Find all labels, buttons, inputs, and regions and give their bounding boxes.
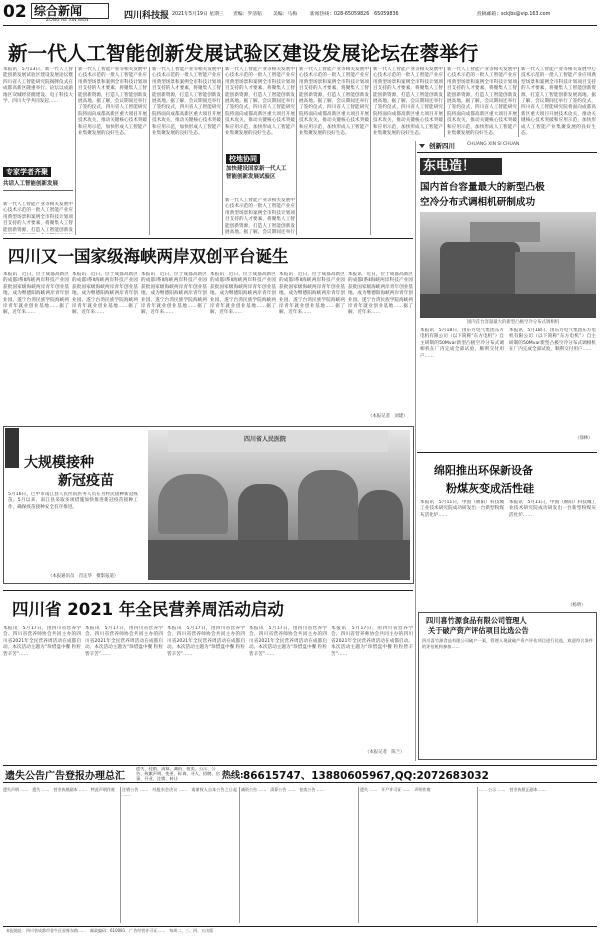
vaccine-tab [5,428,19,468]
creative-section-title: 创新四川 [429,142,455,150]
vaccine-body: 5月16日，巴中市南江县人民医院医务人员在为村民接种新冠疫苗。5月以来，南江县采取多项措施加快推进新冠疫苗接种工作，确保疫苗接种安全有序推进。 [8,492,138,510]
east-power-subhead-1: 国内首台容量最大的新型凸极 [420,182,545,193]
mianyang-credit: （杨明） [568,603,586,608]
east-power-photo [420,212,596,318]
east-power-body-1: 本报讯 5月18日，由东方电气集团东方电机有限公司（以下简称“东方电机”）自主研制的50Mvar新型凸极空冷分布式调相机在厂内完成全部试验，顺利交付用户…… [420,328,504,359]
legal-notice-title-2: 关于破产资产评估项目比选公告 [428,626,529,635]
nutrition-col2: 本报讯 5月17日，由四川省营养学会、四川省营养师协会共同主办的四川省2021年全民营养周活动在成都启动。本次活动主题为“珍惜盘中餐 粒粒皆辛苦”…… [85,626,163,657]
classifieds-col4: 遗失 …… 开户许可证 …… 声明作废 [360,787,431,792]
east-power-credit: （徐林） [575,436,593,441]
lead-body-col5: 新一代人工智能产业等相关发展中心技术示范的一批人工智能产业应用典型场景和案例全市科技计划项目支持的人才要素，将聚集人工智能创新资源，打造人工智能创新发展高地。据了解，会议期间还举行了签约仪式，四川省人工智能研究院将面向成都高新区重大项目开展技术攻关，推动关键核心技术突破和应用示范，加快形成人工智能产业集聚发展的良好生态。 [299,67,369,137]
nutrition-col1: 本报讯 5月17日，由四川省营养学会、四川省营养师协会共同主办的四川省2021年全民营养周活动在成都启动。本次活动主题为“珍惜盘中餐 粒粒皆辛苦”…… [3,626,81,657]
lead-body-col7: 新一代人工智能产业等相关发展中心技术示范的一批人工智能产业应用典型场景和案例全市科技计划项目支持的人才要素，将聚集人工智能创新资源，打造人工智能创新发展高地。据了解，会议期间还举行了签约仪式，四川省人工智能研究院将面向成都高新区重大项目开展技术攻关，推动关键核心技术突破和应用示范，加快形成人工智能产业集聚发展的良好生态。 [447,67,517,137]
ad-bar-hotline: 86615747、13880605967,QQ:2072683032 [243,770,489,782]
east-power-photo-caption: 国内首台容量最大的新型凸极空冷分布式调相机 [466,320,560,325]
lead-body-col8: 新一代人工智能产业等相关发展中心技术示范的一批人工智能产业应用典型场景和案例全市科技计划项目支持的人才要素，将聚集人工智能创新资源，打造人工智能创新发展高地。据了解，会议期间还举行了签约仪式，四川省人工智能研究院将面向成都高新区重大项目开展技术攻关，推动关键核心技术突破和应用示范，加快形成人工智能产业集聚发展的良好生态。 [521,67,596,137]
story2-headline: 四川又一国家级海峡两岸双创平台诞生 [8,247,289,266]
nutrition-credit: （本报记者 陈兰） [365,750,405,755]
vaccine-photo-caption: 四川省人民医院 [244,436,287,443]
story2-col3: 本报讯 近日，位于成都高新区的成都Ⅰ系Ⅱ海峡两岸科技产业园获批国家级海峡两岸青年创业基地。成为继德阳海峡两岸青年创业园、遂宁台湾民族学院海峡两岸青年就业创业基地……据了解，近年来…… [141,272,207,316]
footer: 本报地址：四川省成都市金牛区星辉东路…… 邮政编码：610081 广告经营许可证…… 每周二、三、四、五出版 [6,928,214,933]
section-title-en: ZONG HE XIN WEN [46,18,89,23]
vaccine-credit: （本报通讯员 肖定华 摄影报道） [48,574,119,579]
expert-subhead: 共话人工智能创新发展 [3,181,59,187]
editor: 责编：罗清韬 [233,12,262,17]
page-number: 02 [3,2,27,22]
mianyang-body-1: 本报讯 5月11日，中国（绵阳）科技城工业技术研究院成功研发出一台新型粉煤灰活化炉…… [420,500,504,518]
classifieds-col3: 减资公告 …… 清算公告 …… 拍卖公告 …… [241,787,325,792]
school-subhead-2: 智能创新发展试验区 [226,174,276,180]
school-subhead-1: 加快建设国家新一代人工 [226,166,287,172]
paper-logo: 四川科技报 [124,11,170,21]
nutrition-col4: 本报讯 5月17日，由四川省营养学会、四川省营养师协会共同主办的四川省2021年全民营养周活动在成都启动。本次活动主题为“珍惜盘中餐 粒粒皆辛苦”…… [249,626,327,657]
lead-body-col4: 新一代人工智能产业等相关发展中心技术示范的一批人工智能产业应用典型场景和案例全市科技计划项目支持的人才要素，将聚集人工智能创新资源，打造人工智能创新发展高地。据了解，会议期间还举行了签约仪式，四川省人工智能研究院将面向成都高新区重大项目开展技术攻关，推动关键核心技术突破和应用示范，加快形成人工智能产业集聚发展的良好生态。 [225,67,295,137]
creative-section-en: CHUANG XIN SI CHUAN [467,142,520,147]
legal-notice-body: 四川喜竹源食品有限公司破产一案，管理人现就破产资产评估项目进行比选，欢迎符合条件的评估机构参加…… [422,638,593,649]
story2-col1: 本报讯 近日，位于成都高新区的成都Ⅰ系Ⅱ海峡两岸科技产业园获批国家级海峡两岸青年创业基地。成为继德阳海峡两岸青年创业园、遂宁台湾民族学院海峡两岸青年就业创业基地……据了解，近年来…… [3,272,69,316]
section-title: 综合新闻 [34,4,83,18]
nutrition-headline: 四川省 2021 年全民营养周活动启动 [12,600,284,619]
lead-body-col1b: 新一代人工智能产业等相关发展中心技术示范的一批人工智能产业应用典型场景和案例全市科技计划项目支持的人才要素，将聚集人工智能创新资源，打造人工智能创新发 [3,202,73,233]
east-power-headline: 东电造！ [423,159,476,174]
story2-col2: 本报讯 近日，位于成都高新区的成都Ⅰ系Ⅱ海峡两岸科技产业园获批国家级海峡两岸青年创业基地。成为继德阳海峡两岸青年创业园、遂宁台湾民族学院海峡两岸青年就业创业基地……据了解，近年来…… [72,272,138,316]
nutrition-col5: 本报讯 5月17日，由四川省营养学会、四川省营养师协会共同主办的四川省2021年全民营养周活动在成都启动。本次活动主题为“珍惜盘中餐 粒粒皆辛苦”…… [331,626,413,657]
classifieds-col1: 遗失声明 …… 遗失 …… 营业执照副本 …… 特此声明作废 [3,787,115,792]
vaccine-photo [148,430,410,580]
lead-body-col4b: 新一代人工智能产业等相关发展中心技术示范的一批人工智能产业应用典型场景和案例全市科技计划项目支持的人才要素，将聚集人工智能创新资源，打造人工智能创新发展高地。据了解，会议期间还举行 [225,198,295,235]
story2-credit: （本报记者 刘建） [368,414,408,419]
school-tag: 校地协同 [226,154,260,164]
ad-bar-hotline-label: 热线: [222,771,244,781]
lead-body-col1: 本报讯 5月13日，新一代人工智能创新发展试验区建设发展论坛暨四川省人工智能研究院揭牌仪式在成都高新区隆重举行。论坛以成渝地区双城经济圈建设、电子科技大学、四川大学共同发起…… [3,67,73,105]
expert-tag: 专家学者齐聚 [3,167,51,177]
mianyang-headline-1: 绵阳推出环保新设备 [434,464,533,477]
story2-col5: 本报讯 近日，位于成都高新区的成都Ⅰ系Ⅱ海峡两岸科技产业园获批国家级海峡两岸青年创业基地。成为继德阳海峡两岸青年创业园、遂宁台湾民族学院海峡两岸青年就业创业基地……据了解，近年来…… [279,272,345,316]
east-power-subhead-2: 空冷分布式调相机研制成功 [420,197,536,208]
mianyang-body-2: 本报讯 5月11日，中国（绵阳）科技城工业技术研究院成功研发出一台新型粉煤灰活化炉…… [509,500,596,518]
lead-body-col6: 新一代人工智能产业等相关发展中心技术示范的一批人工智能产业应用典型场景和案例全市科技计划项目支持的人才要素，将聚集人工智能创新资源，打造人工智能创新发展高地。据了解，会议期间还举行了签约仪式，四川省人工智能研究院将面向成都高新区重大项目开展技术攻关，推动关键核心技术突破和应用示范，加快形成人工智能产业集聚发展的良好生态。 [373,67,443,137]
mianyang-headline-2: 粉煤灰变成活性硅 [446,482,534,495]
vaccine-banner-1: 大规模接种 [24,455,94,471]
lead-body-col3: 新一代人工智能产业等相关发展中心技术示范的一批人工智能产业应用典型场景和案例全市科技计划项目支持的人才要素，将聚集人工智能创新资源，打造人工智能创新发展高地。据了解，会议期间还举行了签约仪式，四川省人工智能研究院将面向成都高新区重大项目开展技术攻关，推动关键核心技术突破和应用示范，加快形成人工智能产业集聚发展的良好生态。 [152,67,221,137]
classifieds-col2: 注销公告 …… 经股东会决议 …… 请债权人自本公告之日起 …… [122,787,237,798]
ad-bar-title: 遗失公告广告登报办理总汇 [5,771,125,782]
ad-bar-services: 遗失、挂销、清算、减资、拍卖、公示、公告、致歉声明、变更、标询、寻人、招聘、启事、开业、注销、转让 [136,767,220,781]
submission-email: 投稿邮箱：sckjbs@vip.163.com [477,12,551,17]
designer: 美编：马梅 [273,12,297,17]
classifieds-col5: …… 公示 …… 营业执照正副本 …… [479,787,547,792]
news-hotline: 新闻热线：028-65059826 65059836 [310,12,399,17]
lead-headline: 新一代人工智能创新发展试验区建设发展论坛在蓉举行 [8,42,479,65]
story2-col4: 本报讯 近日，位于成都高新区的成都Ⅰ系Ⅱ海峡两岸科技产业园获批国家级海峡两岸青年创业基地。成为继德阳海峡两岸青年创业园、遂宁台湾民族学院海峡两岸青年就业创业基地……据了解，近年来…… [210,272,276,316]
masthead [0,0,600,28]
story2-col6: 本报讯 近日，位于成都高新区的成都Ⅰ系Ⅱ海峡两岸科技产业园获批国家级海峡两岸青年创业基地。成为继德阳海峡两岸青年创业园、遂宁台湾民族学院海峡两岸青年就业创业基地……据了解，近年来…… [348,272,413,316]
vaccine-banner-2: 新冠疫苗 [58,473,114,489]
creative-section [417,141,597,151]
lead-body-col2: 新一代人工智能产业等相关发展中心技术示范的一批人工智能产业应用典型场景和案例全市科技计划项目支持的人才要素，将聚集人工智能创新资源，打造人工智能创新发展高地。据了解，会议期间还举行了签约仪式，四川省人工智能研究院将面向成都高新区重大项目开展技术攻关，推动关键核心技术突破和应用示范，加快形成人工智能产业集聚发展的良好生态。 [78,67,147,137]
nutrition-col3: 本报讯 5月17日，由四川省营养学会、四川省营养师协会共同主办的四川省2021年全民营养周活动在成都启动。本次活动主题为“珍惜盘中餐 粒粒皆辛苦”…… [167,626,245,657]
issue-date: 2021年5月19日 星期三 [172,12,224,17]
east-power-body-2: 本报讯 5月18日，由东方电气集团东方电机有限公司（以下简称“东方电机”）自主研制的50Mvar新型凸极空冷分布式调相机在厂内完成全部试验，顺利交付用户…… [509,328,596,353]
legal-notice-title-1: 四川喜竹源食品有限公司管理人 [426,616,527,625]
